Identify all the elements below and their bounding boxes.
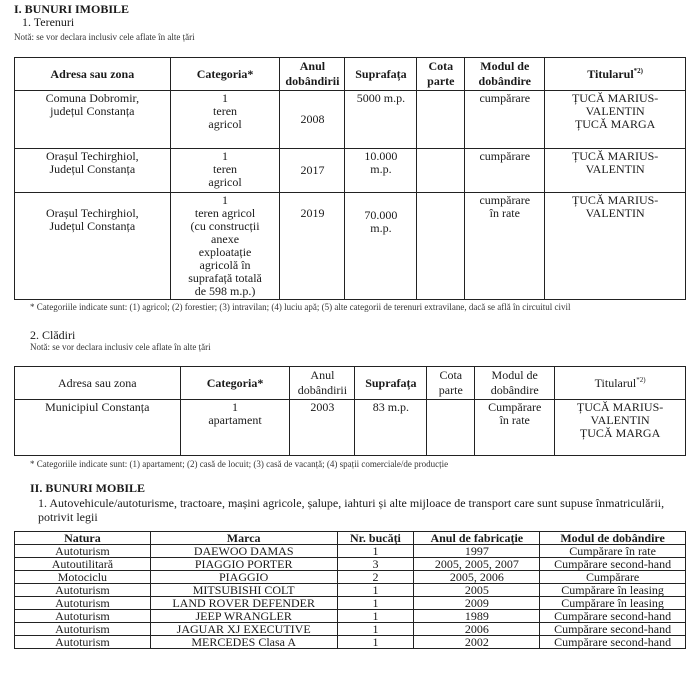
cell-marca: JAGUAR XJ EXECUTIVE: [150, 623, 337, 636]
cell-adresa: Comuna Dobromir, județul Constanța: [15, 91, 171, 149]
cell-modul: cumpărare: [465, 91, 545, 149]
cell-marca: PIAGGIO: [150, 571, 337, 584]
cell-anul: 2006: [414, 623, 540, 636]
cell-modul: Cumpărare: [540, 571, 686, 584]
header-adresa: Adresa sau zona: [15, 367, 181, 400]
cell-marca: JEEP WRANGLER: [150, 610, 337, 623]
cell-anul: 2005: [414, 584, 540, 597]
subsection-title-autovehicule: 1. Autovehicule/autoturisme, tractoare, mașini agricole, șalupe, iahturi și alte mijloace de transport care sunt supuse înmatriculării, potrivit legii: [38, 496, 665, 524]
header-cota: Cota parte: [427, 367, 475, 400]
table-row: [15, 558, 686, 571]
cell-anul: 2002: [414, 636, 540, 649]
subsection-title-cladiri: 2. Clădiri: [30, 328, 76, 342]
cell-nr-bucati: 1: [337, 584, 414, 597]
cell-modul: Cumpărare second-hand: [540, 610, 686, 623]
cell-nr-bucati: 1: [337, 636, 414, 649]
cell-modul: cumpărare: [465, 149, 545, 193]
table-autovehicule-header: [15, 532, 686, 545]
cell-categoria: 1 teren agricol: [170, 149, 280, 193]
cell-anul: 1989: [414, 610, 540, 623]
cell-natura: Autoturism: [15, 636, 151, 649]
cell-adresa: Orașul Techirghiol, Județul Constanța: [15, 149, 171, 193]
cell-cota: [417, 193, 465, 300]
subsection-title-terenuri: 1. Terenuri: [22, 15, 75, 29]
cell-natura: Autoturism: [15, 610, 151, 623]
cell-suprafata: 70.000 m.p.: [345, 193, 417, 300]
table-terenuri-header: [15, 58, 686, 91]
header-cota: Cota parte: [417, 58, 465, 91]
cell-suprafata: 5000 m.p.: [345, 91, 417, 149]
header-natura: Natura: [15, 532, 151, 545]
cell-anul: 2005, 2005, 2007: [414, 558, 540, 571]
cell-cota: [417, 91, 465, 149]
header-marca: Marca: [150, 532, 337, 545]
table-row: [15, 149, 686, 193]
cell-nr-bucati: 1: [337, 597, 414, 610]
table-row: [15, 584, 686, 597]
table-row: [15, 636, 686, 649]
table-row: [15, 545, 686, 558]
cell-titular: ȚUCĂ MARIUS- VALENTIN: [545, 149, 686, 193]
cell-cota: [427, 400, 475, 456]
note-terenuri: Notă: se vor declara inclusiv cele aflate în alte țări: [14, 32, 195, 42]
cell-anul: 2003: [290, 400, 355, 456]
cell-categoria: 1 teren agricol: [170, 91, 280, 149]
cell-modul: Cumpărare second-hand: [540, 636, 686, 649]
cell-natura: Autoturism: [15, 584, 151, 597]
header-modul: Modul de dobândire: [475, 367, 555, 400]
cell-modul: Cumpărare în rate: [475, 400, 555, 456]
header-suprafata: Suprafața: [345, 58, 417, 91]
table-terenuri: [14, 57, 686, 300]
table-row: [15, 91, 686, 149]
cell-nr-bucati: 1: [337, 545, 414, 558]
cell-natura: Autoutilitară: [15, 558, 151, 571]
cell-marca: PIAGGIO PORTER: [150, 558, 337, 571]
cell-modul: cumpărare în rate: [465, 193, 545, 300]
table-row: [15, 193, 686, 300]
header-modul: Modul de dobândire: [465, 58, 545, 91]
cell-anul: 2019: [280, 193, 345, 300]
table-row: [15, 400, 686, 456]
cell-marca: DAEWOO DAMAS: [150, 545, 337, 558]
cell-marca: MITSUBISHI COLT: [150, 584, 337, 597]
cell-modul: Cumpărare în leasing: [540, 597, 686, 610]
cell-suprafata: 83 m.p.: [355, 400, 427, 456]
note-cladiri: Notă: se vor declara inclusiv cele aflate în alte țări: [30, 342, 211, 352]
header-anul-fabricatie: Anul de fabricație: [414, 532, 540, 545]
cell-nr-bucati: 2: [337, 571, 414, 584]
table-row: [15, 610, 686, 623]
table-autovehicule: [14, 531, 686, 649]
section-title-mobile: II. BUNURI MOBILE: [30, 481, 146, 495]
header-titularul: Titularul$^{*2)}$: [555, 367, 686, 400]
cell-titular: ȚUCĂ MARIUS- VALENTIN ȚUCĂ MARGA: [545, 91, 686, 149]
cell-natura: Autoturism: [15, 545, 151, 558]
table-row: [15, 597, 686, 610]
header-categoria: Categoria*: [170, 58, 280, 91]
cell-anul: 2005, 2006: [414, 571, 540, 584]
header-titularul: Titularul$^{*2)}$: [545, 58, 686, 91]
header-modul-dobandire: Modul de dobândire: [540, 532, 686, 545]
cell-suprafata: 10.000 m.p.: [345, 149, 417, 193]
table-row: [15, 571, 686, 584]
cell-anul: 2009: [414, 597, 540, 610]
header-suprafata: Suprafața: [355, 367, 427, 400]
cell-categoria: 1 apartament: [180, 400, 290, 456]
cell-cota: [417, 149, 465, 193]
cell-nr-bucati: 1: [337, 610, 414, 623]
cell-marca: MERCEDES Clasa A: [150, 636, 337, 649]
cell-anul: 2017: [280, 149, 345, 193]
cell-natura: Motociclu: [15, 571, 151, 584]
cell-natura: Autoturism: [15, 597, 151, 610]
cell-nr-bucati: 1: [337, 623, 414, 636]
cell-titular: ȚUCĂ MARIUS- VALENTIN ȚUCĂ MARGA: [555, 400, 686, 456]
cell-anul: 1997: [414, 545, 540, 558]
cell-natura: Autoturism: [15, 623, 151, 636]
cell-modul: Cumpărare second-hand: [540, 623, 686, 636]
table-cladiri: [14, 366, 686, 456]
cell-adresa: Municipiul Constanța: [15, 400, 181, 456]
cell-marca: LAND ROVER DEFENDER: [150, 597, 337, 610]
cell-modul: Cumpărare second-hand: [540, 558, 686, 571]
cell-titular: ȚUCĂ MARIUS- VALENTIN: [545, 193, 686, 300]
cell-anul: 2008: [280, 91, 345, 149]
cell-modul: Cumpărare în leasing: [540, 584, 686, 597]
table-cladiri-header: [15, 367, 686, 400]
cell-nr-bucati: 3: [337, 558, 414, 571]
table-row: [15, 623, 686, 636]
cell-adresa: Orașul Techirghiol, Județul Constanța: [15, 193, 171, 300]
section-title-imobile: I. BUNURI IMOBILE: [14, 2, 130, 16]
cell-categoria: 1 teren agricol (cu construcții anexe exploatație agricolă în suprafață totală de 598 m.p.): [170, 193, 280, 300]
header-nr-bucati: Nr. bucăți: [337, 532, 414, 545]
header-anul: Anul dobândirii: [290, 367, 355, 400]
header-adresa: Adresa sau zona: [15, 58, 171, 91]
cell-modul: Cumpărare în rate: [540, 545, 686, 558]
header-categoria: Categoria*: [180, 367, 290, 400]
footnote-terenuri: * Categoriile indicate sunt: (1) agricol; (2) forestier; (3) intravilan; (4) luciu apă; (5) alte categorii de terenuri extravilane, dacă se află în circuitul civil: [30, 302, 571, 312]
header-anul: Anul dobândirii: [280, 58, 345, 91]
footnote-cladiri: * Categoriile indicate sunt: (1) apartament; (2) casă de locuit; (3) casă de vacanță; (4) spații comerciale/de producție: [30, 459, 449, 469]
